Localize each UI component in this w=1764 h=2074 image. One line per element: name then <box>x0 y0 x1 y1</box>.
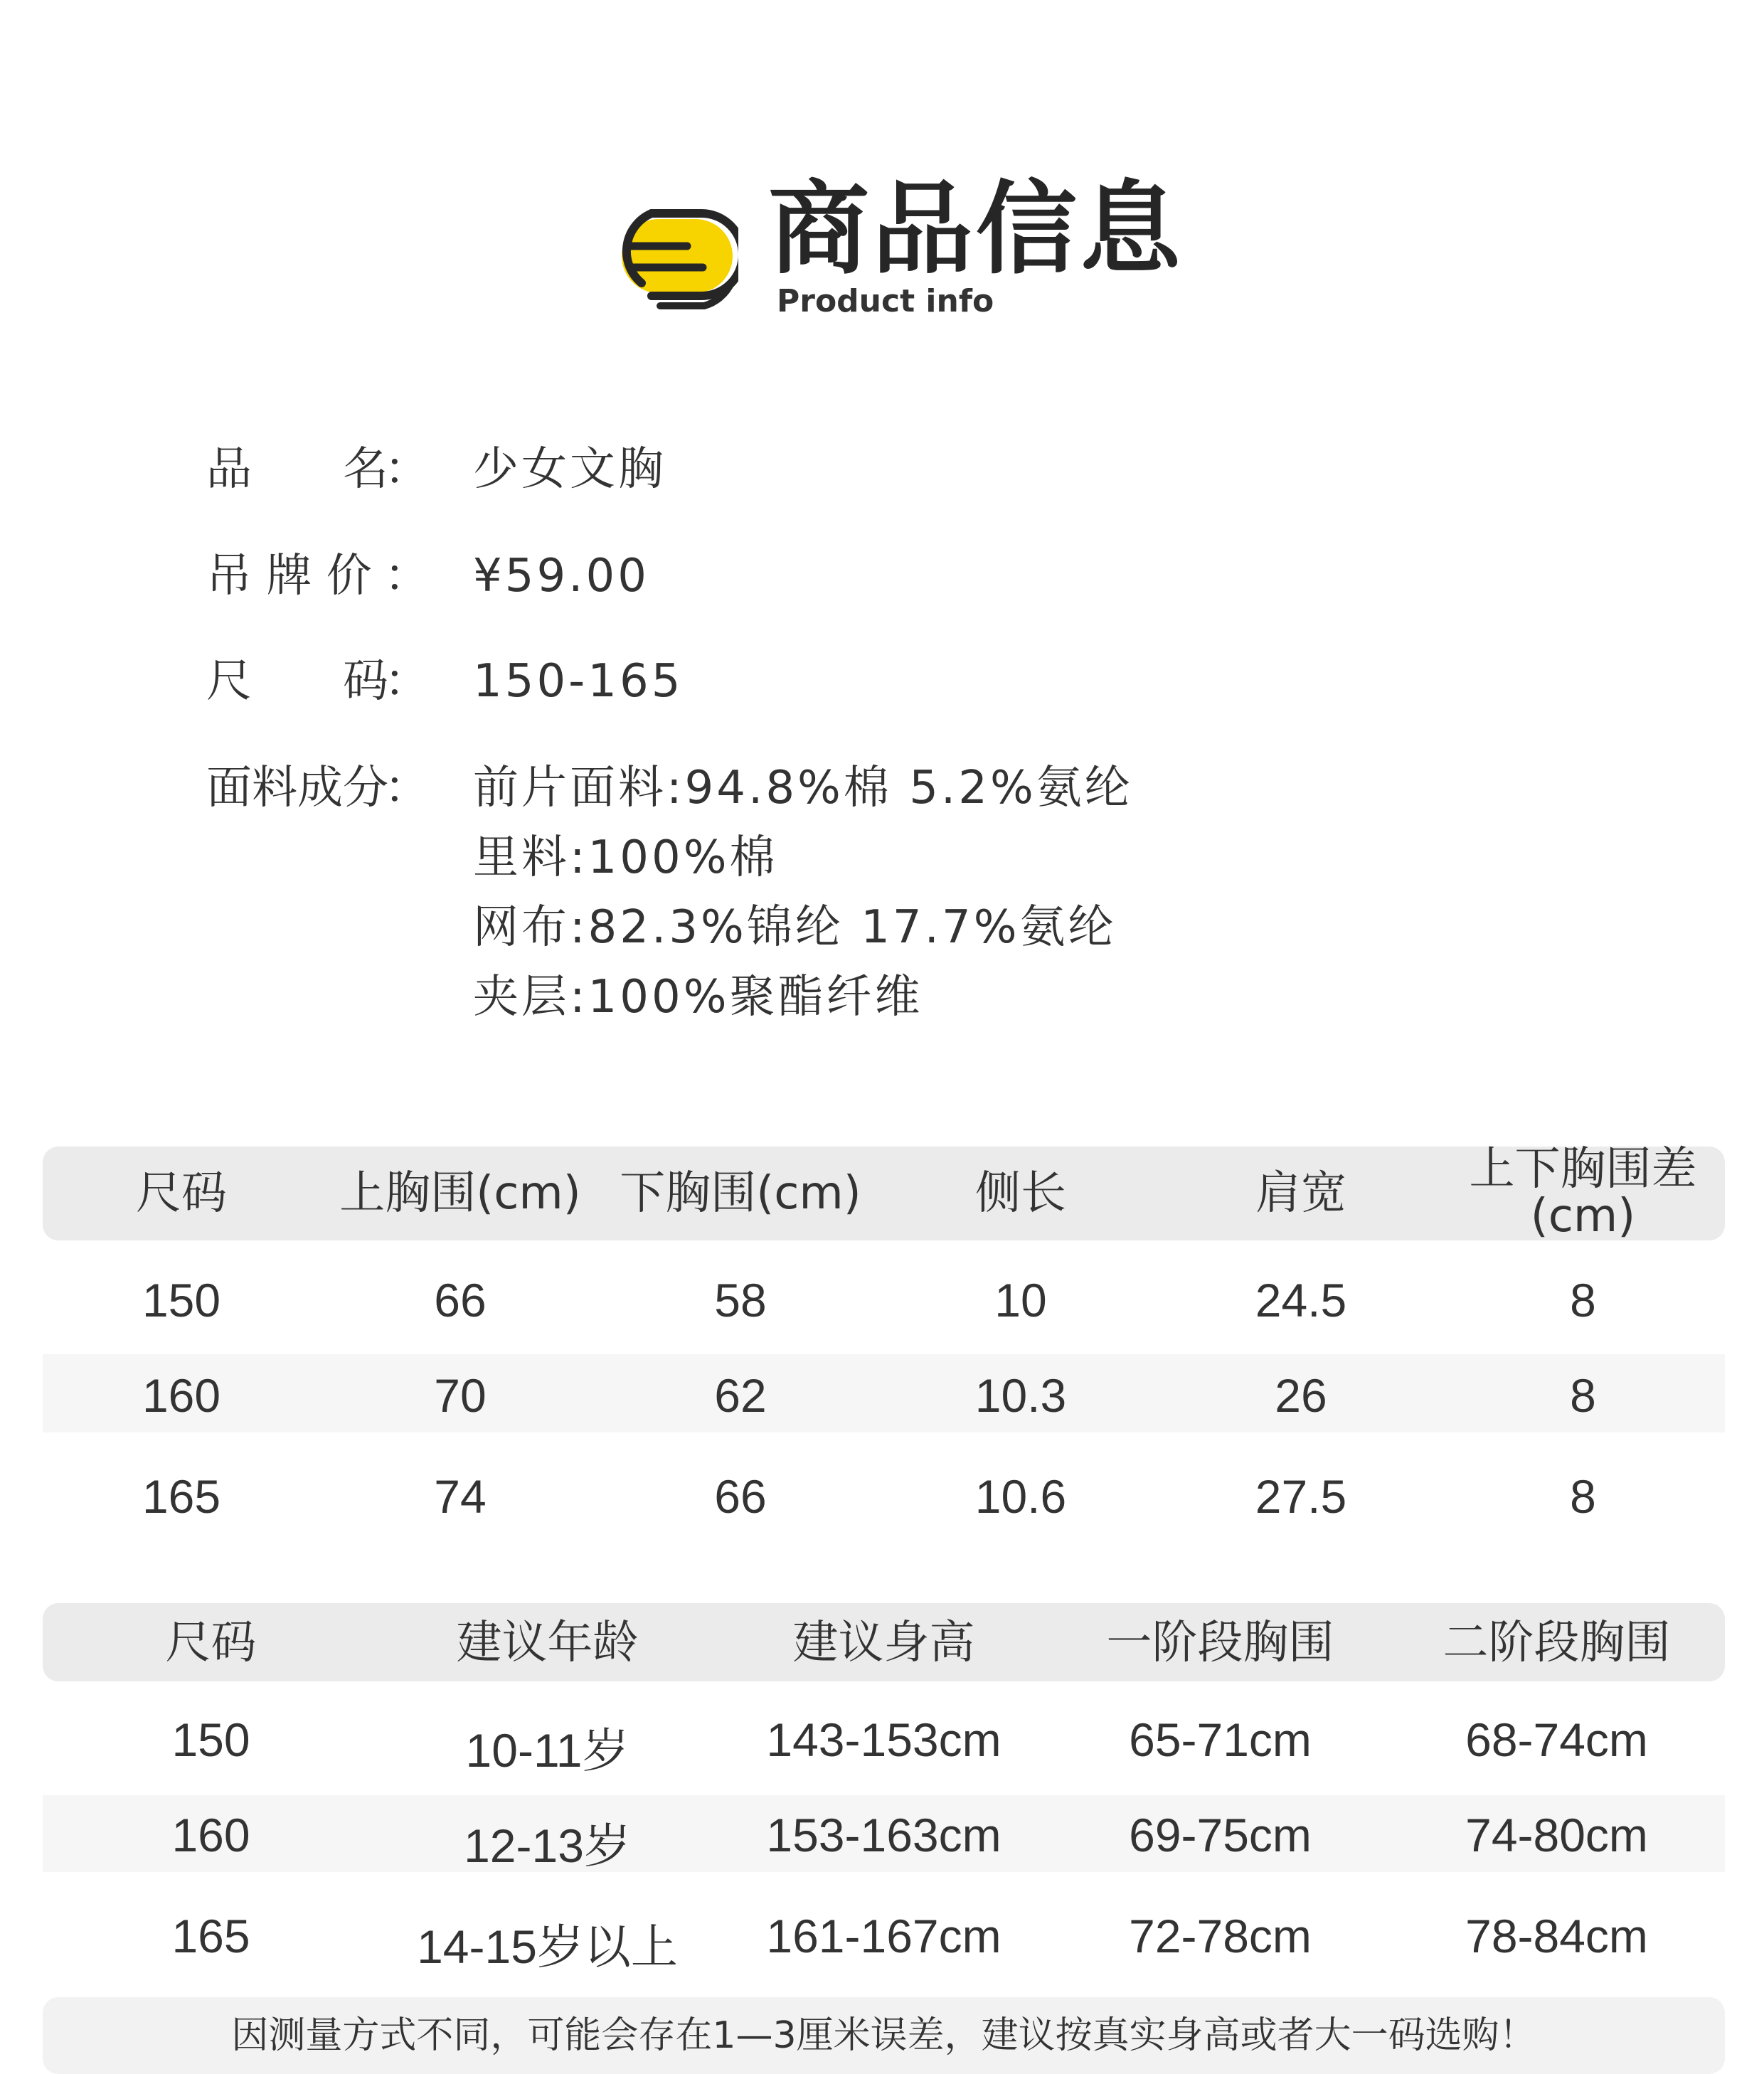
table-cell: 78-84cm <box>1465 1910 1648 1962</box>
table-cell: 10.3 <box>974 1369 1067 1422</box>
measurement-note <box>43 1997 1725 2074</box>
header-bust-difference-unit: (cm) <box>1530 1190 1636 1243</box>
table-cell: 143-153cm <box>766 1713 1001 1766</box>
page-title: 商品信息 <box>768 171 1184 288</box>
info-label-size: 尺 码 <box>206 655 388 708</box>
header-side-length: 侧长 <box>975 1167 1066 1220</box>
table-cell: 12-13岁 <box>464 1819 631 1872</box>
fabric-composition <box>473 753 1133 1032</box>
page-subtitle: Product info <box>777 283 994 319</box>
header-upper-bust: 上胸围(cm) <box>339 1167 581 1220</box>
table-cell: 8 <box>1570 1470 1596 1523</box>
table-cell: 66 <box>714 1470 767 1523</box>
table-cell: 10-11岁 <box>465 1724 629 1777</box>
header-shoulder-width: 肩宽 <box>1255 1167 1346 1220</box>
table-cell: 66 <box>434 1274 487 1326</box>
table-cell: 160 <box>171 1809 250 1861</box>
table-cell: 14-15岁以上 <box>417 1920 678 1973</box>
info-colon: ： <box>384 655 430 708</box>
header-size: 尺码 <box>136 1167 227 1220</box>
header-stage2-bust: 二阶段胸围 <box>1442 1617 1671 1669</box>
table-cell: 68-74cm <box>1465 1713 1648 1766</box>
info-label-price: 吊 牌 价 <box>206 550 372 602</box>
info-value-price: ¥59.00 <box>473 550 649 602</box>
product-info-header <box>0 0 1764 370</box>
fabric-line: 前片面料:94.8%棉 5.2%氨纶 <box>473 762 1133 814</box>
fabric-line: 夹层:100%聚酯纤维 <box>473 971 923 1023</box>
measurement-table <box>43 1143 1725 1531</box>
table-cell: 70 <box>434 1369 487 1422</box>
info-colon: ： <box>384 762 430 814</box>
table-cell: 62 <box>714 1369 767 1422</box>
size-recommendation-table <box>43 1603 1725 1973</box>
table-cell: 161-167cm <box>766 1910 1001 1962</box>
table-cell: 58 <box>714 1274 767 1326</box>
info-value-size: 150-165 <box>473 655 684 708</box>
table-cell: 10 <box>994 1274 1047 1326</box>
table-cell: 10.6 <box>974 1470 1067 1523</box>
table-cell: 24.5 <box>1255 1274 1347 1326</box>
table-cell: 8 <box>1570 1274 1596 1326</box>
header-size: 尺码 <box>165 1617 257 1669</box>
table-cell: 150 <box>142 1274 221 1326</box>
table-cell: 74-80cm <box>1465 1809 1648 1861</box>
fabric-line: 里料:100%棉 <box>473 831 778 884</box>
info-colon: ： <box>384 443 430 496</box>
document-lines-icon <box>617 199 738 309</box>
table-cell: 153-163cm <box>766 1809 1001 1861</box>
note-text: 因测量方式不同，可能会存在1—3厘米误差，建议按真实身高或者大一码选购！ <box>231 2014 1536 2057</box>
header-suggested-age: 建议年龄 <box>456 1617 639 1669</box>
table-cell: 165 <box>142 1470 221 1523</box>
table-cell: 160 <box>142 1369 221 1422</box>
fabric-line: 网布:82.3%锦纶 17.7%氨纶 <box>473 901 1117 954</box>
table-cell: 26 <box>1275 1369 1327 1422</box>
header-bust-difference: 上下胸围差 <box>1469 1143 1697 1196</box>
info-label-fabric: 面料成分 <box>206 762 388 814</box>
table-cell: 69-75cm <box>1129 1809 1312 1861</box>
header-under-bust: 下胸围(cm) <box>620 1167 861 1220</box>
header-stage1-bust: 一阶段胸围 <box>1106 1617 1334 1669</box>
table-cell: 72-78cm <box>1129 1910 1312 1962</box>
info-colon: ： <box>384 550 430 602</box>
info-value-name: 少女文胸 <box>473 443 666 496</box>
table-cell: 65-71cm <box>1129 1713 1312 1766</box>
table-cell: 8 <box>1570 1369 1596 1422</box>
table-cell: 74 <box>434 1470 487 1523</box>
table-cell: 150 <box>171 1713 250 1766</box>
table-cell: 165 <box>171 1910 250 1962</box>
table-cell: 27.5 <box>1255 1470 1347 1523</box>
header-suggested-height: 建议身高 <box>792 1617 975 1669</box>
info-label-name: 品 名 <box>206 443 388 496</box>
